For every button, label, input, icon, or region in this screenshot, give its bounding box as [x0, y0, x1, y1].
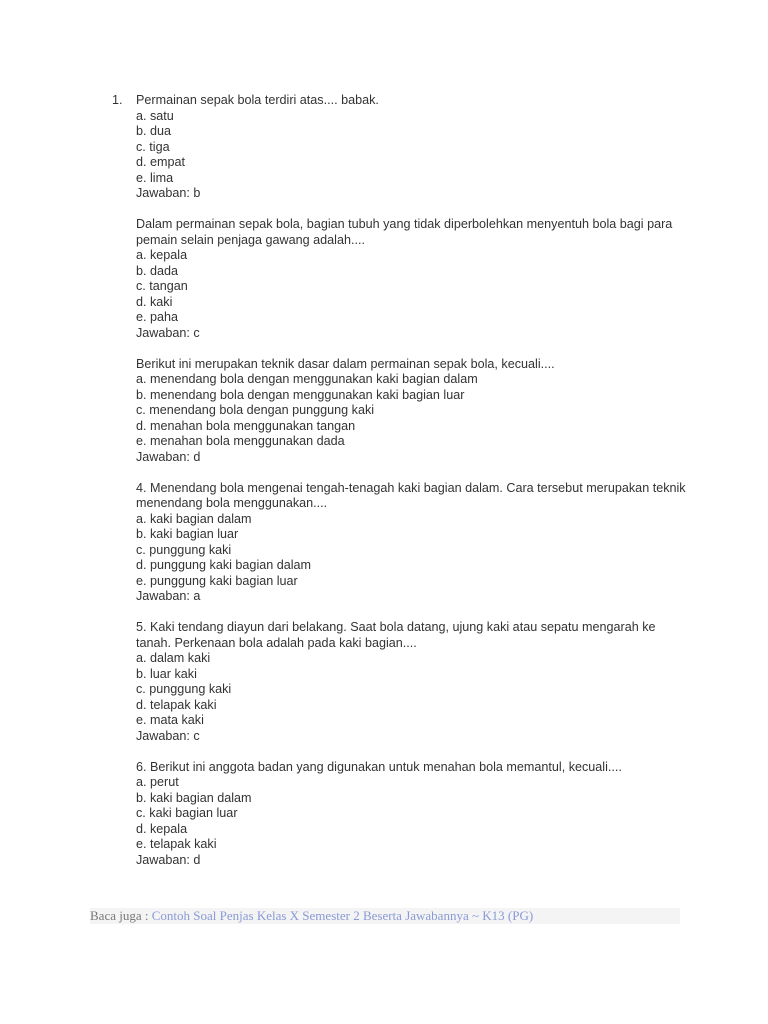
answer: Jawaban: c [136, 728, 200, 743]
option-a: a. perut [136, 775, 179, 789]
option-b: b. dada [136, 263, 179, 278]
option-d: d. telapak kaki [136, 697, 217, 712]
option-d: d. menahan bola menggunakan tangan [136, 418, 356, 433]
option-b: b. kaki bagian dalam [136, 790, 252, 805]
option-e: e. menahan bola menggunakan dada [136, 434, 345, 448]
option-e: e. mata kaki [136, 713, 204, 727]
question-text: Dalam permainan sepak bola, bagian tubuh yang tidak diperbolehkan menyentuh bola bagi para pemain selain penjaga gawang adalah.... [136, 217, 673, 247]
question-6 [0, 760, 768, 869]
option-c: c. menendang bola dengan punggung kaki [136, 403, 375, 417]
option-d: d. kepala [136, 821, 188, 836]
option-b: b. luar kaki [136, 666, 197, 681]
question-text: Permainan sepak bola terdiri atas.... babak. [136, 93, 379, 107]
answer: Jawaban: a [136, 589, 201, 603]
answer: Jawaban: d [136, 449, 201, 464]
question-2 [0, 217, 768, 341]
option-e: e. telapak kaki [136, 837, 217, 851]
question-4 [0, 481, 768, 605]
option-b: b. menendang bola dengan menggunakan kaki bagian luar [136, 387, 465, 402]
option-b: b. dua [136, 124, 172, 138]
baca-juga-bar [90, 908, 680, 924]
option-e: e. lima [136, 170, 174, 185]
option-c: c. punggung kaki [136, 542, 232, 557]
option-d: d. empat [136, 155, 186, 169]
question-1 [0, 93, 768, 202]
option-b: b. kaki bagian luar [136, 527, 239, 541]
answer: Jawaban: d [136, 852, 201, 867]
question-text: Berikut ini merupakan teknik dasar dalam permainan sepak bola, kecuali.... [136, 356, 555, 371]
question-5 [0, 620, 768, 744]
option-a: a. kaki bagian dalam [136, 511, 252, 526]
option-c: c. punggung kaki [136, 682, 232, 696]
option-e: e. punggung kaki bagian luar [136, 573, 298, 588]
answer: Jawaban: b [136, 186, 201, 200]
question-text: 4. Menendang bola mengenai tengah-tenagah kaki bagian dalam. Cara tersebut merupakan teknik menendang bola menggunakan.... [136, 480, 686, 510]
option-a: a. menendang bola dengan menggunakan kaki bagian dalam [136, 372, 478, 386]
option-a: a. kepala [136, 248, 188, 262]
option-e: e. paha [136, 310, 179, 324]
question-3 [0, 357, 768, 466]
baca-juga-label: Baca juga : [90, 908, 149, 923]
answer: Jawaban: c [136, 325, 200, 340]
baca-juga-link[interactable]: Contoh Soal Penjas Kelas X Semester 2 Beserta Jawabannya ~ K13 (PG) [151, 908, 534, 923]
question-text: 5. Kaki tendang diayun dari belakang. Saat bola datang, ujung kaki atau sepatu mengarah ke tanah. Perkenaan bola adalah pada kaki bagian.... [136, 620, 656, 650]
question-number: 1. [112, 93, 123, 107]
question-text: 6. Berikut ini anggota badan yang digunakan untuk menahan bola memantul, kecuali.... [136, 759, 622, 774]
option-c: c. tiga [136, 139, 170, 154]
option-c: c. kaki bagian luar [136, 806, 238, 820]
option-c: c. tangan [136, 279, 188, 293]
option-d: d. punggung kaki bagian dalam [136, 558, 312, 572]
option-d: d. kaki [136, 294, 173, 309]
document-page [0, 93, 768, 884]
option-a: a. dalam kaki [136, 651, 211, 665]
option-a: a. satu [136, 108, 174, 123]
